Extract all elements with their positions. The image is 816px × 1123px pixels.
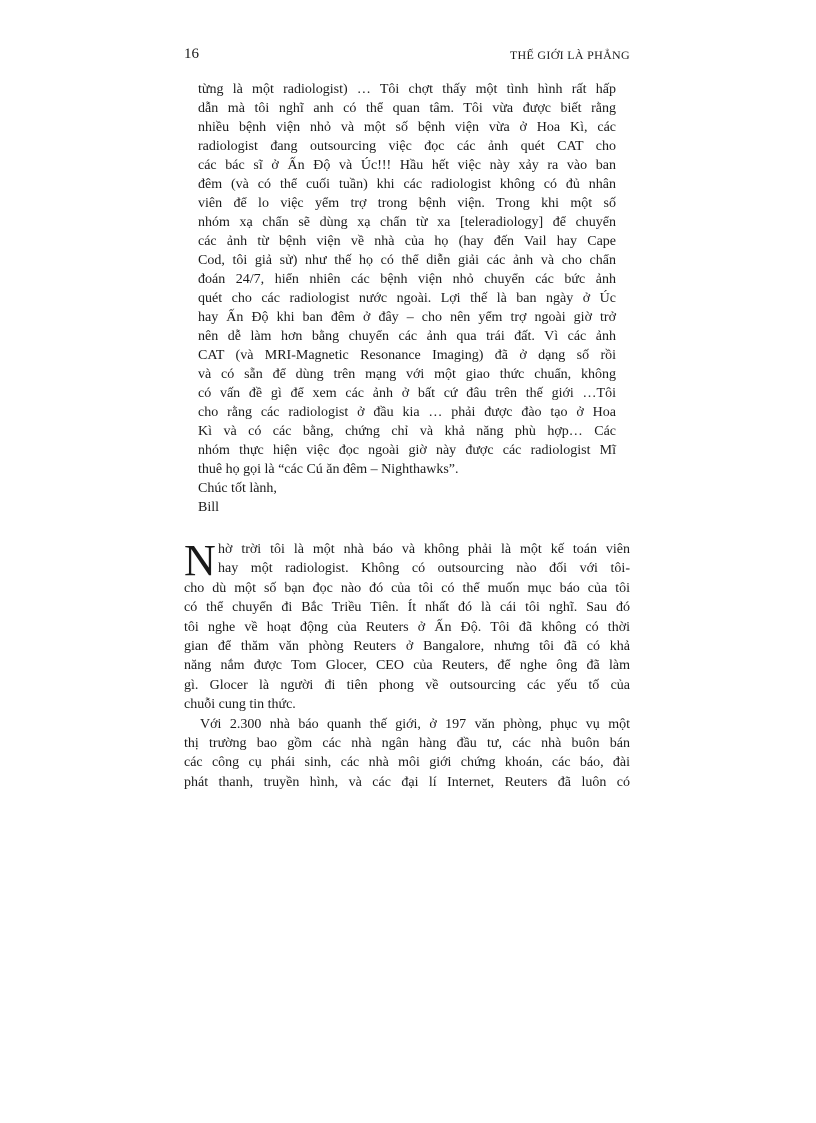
body-line: thị trường bao gồm các nhà ngân hàng đầu tư, các nhà buôn bán (184, 735, 630, 751)
letter-closing: Chúc tốt lành, (198, 481, 277, 496)
body-line: cho dù một số bạn đọc nào đó của tôi có thể muốn mục báo của tôi (184, 580, 630, 596)
body-line: năng nắm được Tom Glocer, CEO của Reuters, để nghe ông đã làm (184, 658, 630, 674)
letter-line: đoán 24/7, hiển nhiên các bệnh viện nhỏ chuyển các bức ảnh (198, 272, 616, 287)
letter-line: quét cho các radiologist nước ngoài. Lợi thế là ban ngày ở Úc (198, 291, 616, 306)
body-line: hờ trời tôi là một nhà báo và không phải là một kế toán viên (218, 542, 630, 557)
letter-line: Kì và có các bằng, chứng chỉ và khả năng phù hợp… Các (198, 424, 616, 439)
body-line: có thể chuyển đi Bắc Triều Tiên. Ít nhất đó là cái tôi nghĩ. Sau đó (184, 600, 630, 616)
body-line: tôi nghe về hoạt động của Reuters ở Ấn Độ. Tôi đã không có thời (184, 619, 630, 635)
body-line: gì. Glocer là người đi tiên phong về outsourcing các yếu tố của (184, 677, 630, 693)
letter-line: cho rằng các radiologist ở đầu kia … phải được đào tạo ở Hoa (198, 405, 616, 420)
letter-line: CAT (và MRI-Magnetic Resonance Imaging) đã ở dạng số rồi (198, 348, 616, 363)
body-line: các công cụ phái sinh, các nhà môi giới chứng khoán, các báo, đài (184, 755, 630, 771)
letter-line: viên để lo việc yểm trợ trong bệnh viện. Trong khi một số (198, 196, 616, 211)
drop-cap: N (184, 536, 216, 585)
body-line: Với 2.300 nhà báo quanh thế giới, ở 197 văn phòng, phục vụ một (200, 716, 630, 732)
letter-signature: Bill (198, 500, 220, 515)
quoted-letter (198, 80, 616, 517)
letter-line: các ảnh từ bệnh viện về nhà của họ (hay đến Vail hay Cape (198, 234, 616, 249)
body-text (184, 536, 630, 792)
letter-line: nhóm thực hiện việc đọc ngoài giờ này được các radiologist Mĩ (198, 443, 616, 458)
letter-line: Cod, tôi giả sử) như thế họ có thể diễn giải các ảnh và cho chẩn (198, 253, 616, 268)
body-line: gian để thăm văn phòng Reuters ở Bangalore, nhưng tôi đã có khả (184, 638, 630, 654)
letter-line: nhóm xạ chẩn sẽ dùng xạ chẩn từ xa [teleradiology] để chuyển (198, 215, 616, 230)
letter-line: thuê họ gọi là “các Cú ăn đêm – Nighthawks”. (198, 462, 459, 477)
body-line: hay một radiologist. Không có outsourcing nào đối với tôi- (218, 561, 630, 577)
letter-line: radiologist đang outsourcing việc đọc các ảnh quét CAT cho (198, 139, 616, 154)
letter-line: nên dễ làm hơn bằng chuyển các ảnh qua trái đất. Vì các ảnh (198, 329, 616, 344)
page-header (184, 46, 630, 66)
letter-line: từng là một radiologist) … Tôi chợt thấy một tình hình rất hấp (198, 82, 616, 97)
letter-line: các bác sĩ ở Ấn Độ và Úc!!! Hầu hết việc này xảy ra vào ban (198, 158, 616, 173)
body-line: phát thanh, truyền hình, và các đại lí Internet, Reuters đã luôn có (184, 774, 630, 790)
letter-line: nhiều bệnh viện nhỏ và một số bệnh viện vừa ở Hoa Kì, các (198, 120, 616, 135)
letter-line: hay Ấn Độ khi ban đêm ở đây – cho nên yểm trợ ngoài giờ trở (198, 310, 616, 325)
running-title: THẾ GIỚI LÀ PHẲNG (509, 48, 630, 62)
letter-line: có vấn đề gì để xem các ảnh ở bất cứ đâu trên thế giới …Tôi (198, 386, 616, 401)
body-line: chuỗi cung tin thức. (184, 697, 296, 713)
page-number: 16 (184, 46, 199, 62)
letter-line: đêm (và có thể cuối tuần) khi các radiologist không có đủ nhân (198, 177, 616, 192)
letter-line: dẫn mà tôi nghĩ anh có thể quan tâm. Tôi vừa được biết rằng (198, 101, 616, 116)
letter-line: và có sẵn để dùng trên mạng với một giao thức chuẩn, không (198, 367, 616, 382)
